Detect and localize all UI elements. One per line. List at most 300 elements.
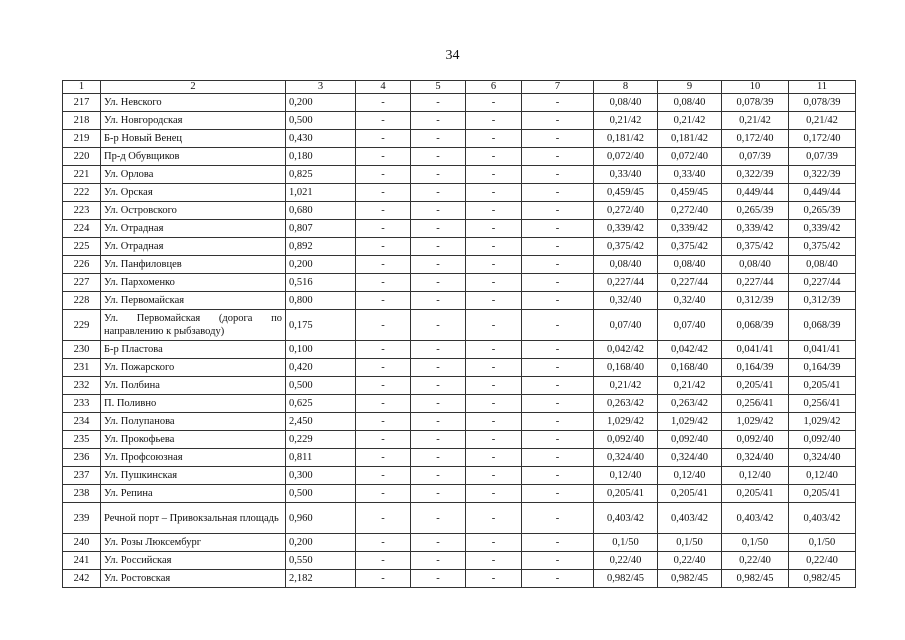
column-10-cell: 0,256/41 [722,395,789,413]
column-6-cell: - [466,377,522,395]
column-4-cell: - [356,94,411,112]
column-7-cell: - [522,485,594,503]
column-4-cell: - [356,274,411,292]
column-10-cell: 0,312/39 [722,292,789,310]
column-4-cell: - [356,467,411,485]
row-number-cell: 227 [63,274,101,292]
column-6-cell: - [466,166,522,184]
column-10-cell: 0,07/39 [722,148,789,166]
column-9-cell: 0,22/40 [658,552,722,570]
table-row [63,220,856,238]
column-6-cell: - [466,220,522,238]
row-number-cell: 228 [63,292,101,310]
column-8-cell: 0,08/40 [594,94,658,112]
column-10-cell: 1,029/42 [722,413,789,431]
row-number-cell: 230 [63,341,101,359]
column-7-cell: - [522,202,594,220]
header-cell: 5 [411,81,466,94]
street-name-cell: Б-р Пластова [101,341,286,359]
street-name-cell: Речной порт – Привокзальная площадь [101,503,286,534]
column-4-cell: - [356,449,411,467]
column-10-cell: 0,12/40 [722,467,789,485]
length-cell: 0,180 [286,148,356,166]
street-name-cell: Ул. Первомайская [101,292,286,310]
column-8-cell: 0,33/40 [594,166,658,184]
column-9-cell: 0,33/40 [658,166,722,184]
column-4-cell: - [356,130,411,148]
column-9-cell: 0,324/40 [658,449,722,467]
column-5-cell: - [411,166,466,184]
street-name-cell: Ул. Полбина [101,377,286,395]
length-cell: 0,892 [286,238,356,256]
length-cell: 0,550 [286,552,356,570]
column-6-cell: - [466,274,522,292]
column-9-cell: 0,272/40 [658,202,722,220]
column-7-cell: - [522,184,594,202]
street-name-cell: Ул. Орская [101,184,286,202]
street-name-cell: Ул. Профсоюзная [101,449,286,467]
column-5-cell: - [411,359,466,377]
column-6-cell: - [466,184,522,202]
table-row [63,449,856,467]
street-name-cell: Ул. Российская [101,552,286,570]
street-name-cell: Ул. Пархоменко [101,274,286,292]
column-7-cell: - [522,148,594,166]
column-10-cell: 0,08/40 [722,256,789,274]
column-6-cell: - [466,431,522,449]
column-7-cell: - [522,570,594,588]
column-6-cell: - [466,94,522,112]
column-6-cell: - [466,130,522,148]
table-row [63,292,856,310]
column-11-cell: 0,041/41 [789,341,856,359]
table-row [63,184,856,202]
column-7-cell: - [522,130,594,148]
column-7-cell: - [522,256,594,274]
row-number-cell: 217 [63,94,101,112]
column-8-cell: 0,092/40 [594,431,658,449]
row-number-cell: 238 [63,485,101,503]
column-5-cell: - [411,184,466,202]
street-name-cell: Ул. Отрадная [101,220,286,238]
column-10-cell: 0,322/39 [722,166,789,184]
column-11-cell: 0,449/44 [789,184,856,202]
column-5-cell: - [411,467,466,485]
row-number-cell: 234 [63,413,101,431]
column-9-cell: 0,205/41 [658,485,722,503]
column-4-cell: - [356,220,411,238]
street-name-cell: Ул. Отрадная [101,238,286,256]
column-8-cell: 0,168/40 [594,359,658,377]
column-4-cell: - [356,503,411,534]
column-6-cell: - [466,256,522,274]
row-number-cell: 223 [63,202,101,220]
length-cell: 0,200 [286,256,356,274]
column-10-cell: 0,324/40 [722,449,789,467]
row-number-cell: 232 [63,377,101,395]
column-4-cell: - [356,202,411,220]
column-7-cell: - [522,449,594,467]
column-5-cell: - [411,238,466,256]
length-cell: 0,100 [286,341,356,359]
column-10-cell: 0,1/50 [722,534,789,552]
column-6-cell: - [466,292,522,310]
column-11-cell: 0,21/42 [789,112,856,130]
column-5-cell: - [411,94,466,112]
column-6-cell: - [466,395,522,413]
table-row [63,534,856,552]
column-7-cell: - [522,359,594,377]
header-cell: 6 [466,81,522,94]
length-cell: 0,500 [286,377,356,395]
column-9-cell: 0,1/50 [658,534,722,552]
column-4-cell: - [356,485,411,503]
column-11-cell: 0,08/40 [789,256,856,274]
column-8-cell: 0,459/45 [594,184,658,202]
header-cell: 8 [594,81,658,94]
column-9-cell: 0,21/42 [658,112,722,130]
column-7-cell: - [522,552,594,570]
column-4-cell: - [356,552,411,570]
column-6-cell: - [466,449,522,467]
column-9-cell: 0,181/42 [658,130,722,148]
column-5-cell: - [411,377,466,395]
column-4-cell: - [356,395,411,413]
column-8-cell: 0,21/42 [594,112,658,130]
column-4-cell: - [356,570,411,588]
column-11-cell: 0,205/41 [789,377,856,395]
street-name-cell: Ул. Новгородская [101,112,286,130]
column-11-cell: 0,339/42 [789,220,856,238]
column-8-cell: 0,1/50 [594,534,658,552]
header-cell: 11 [789,81,856,94]
table-row [63,377,856,395]
table-row [63,94,856,112]
column-11-cell: 0,205/41 [789,485,856,503]
street-name-cell: Ул. Ростовская [101,570,286,588]
column-6-cell: - [466,570,522,588]
column-5-cell: - [411,130,466,148]
column-5-cell: - [411,570,466,588]
row-number-cell: 219 [63,130,101,148]
table-row [63,274,856,292]
header-cell: 10 [722,81,789,94]
column-11-cell: 0,322/39 [789,166,856,184]
column-4-cell: - [356,292,411,310]
column-11-cell: 0,07/39 [789,148,856,166]
column-8-cell: 0,324/40 [594,449,658,467]
column-6-cell: - [466,341,522,359]
column-5-cell: - [411,449,466,467]
column-4-cell: - [356,166,411,184]
column-11-cell: 0,265/39 [789,202,856,220]
column-5-cell: - [411,112,466,130]
column-9-cell: 0,375/42 [658,238,722,256]
column-8-cell: 0,12/40 [594,467,658,485]
column-8-cell: 0,042/42 [594,341,658,359]
column-11-cell: 0,982/45 [789,570,856,588]
length-cell: 1,021 [286,184,356,202]
length-cell: 0,229 [286,431,356,449]
column-11-cell: 0,1/50 [789,534,856,552]
column-8-cell: 0,263/42 [594,395,658,413]
length-cell: 0,500 [286,112,356,130]
column-11-cell: 0,22/40 [789,552,856,570]
column-4-cell: - [356,238,411,256]
column-8-cell: 1,029/42 [594,413,658,431]
length-cell: 0,420 [286,359,356,377]
column-9-cell: 0,168/40 [658,359,722,377]
row-number-cell: 237 [63,467,101,485]
table-row [63,359,856,377]
column-11-cell: 0,256/41 [789,395,856,413]
column-4-cell: - [356,413,411,431]
column-10-cell: 0,164/39 [722,359,789,377]
column-9-cell: 0,07/40 [658,310,722,341]
column-10-cell: 0,041/41 [722,341,789,359]
length-cell: 0,811 [286,449,356,467]
column-9-cell: 0,32/40 [658,292,722,310]
column-10-cell: 0,078/39 [722,94,789,112]
column-9-cell: 0,263/42 [658,395,722,413]
row-number-cell: 235 [63,431,101,449]
column-8-cell: 0,375/42 [594,238,658,256]
column-8-cell: 0,21/42 [594,377,658,395]
row-number-cell: 226 [63,256,101,274]
table-header-row [63,81,856,94]
table-row [63,148,856,166]
table-row [63,341,856,359]
column-10-cell: 0,449/44 [722,184,789,202]
column-10-cell: 0,403/42 [722,503,789,534]
column-9-cell: 0,042/42 [658,341,722,359]
column-8-cell: 0,227/44 [594,274,658,292]
column-10-cell: 0,22/40 [722,552,789,570]
column-8-cell: 0,339/42 [594,220,658,238]
roads-table [62,80,856,588]
table-row [63,552,856,570]
street-name-cell: Ул. Прокофьева [101,431,286,449]
column-7-cell: - [522,94,594,112]
column-6-cell: - [466,112,522,130]
column-8-cell: 0,32/40 [594,292,658,310]
length-cell: 0,800 [286,292,356,310]
row-number-cell: 221 [63,166,101,184]
row-number-cell: 225 [63,238,101,256]
column-5-cell: - [411,552,466,570]
column-5-cell: - [411,413,466,431]
row-number-cell: 224 [63,220,101,238]
header-cell: 1 [63,81,101,94]
column-4-cell: - [356,377,411,395]
table-row [63,130,856,148]
column-5-cell: - [411,202,466,220]
length-cell: 0,516 [286,274,356,292]
column-4-cell: - [356,359,411,377]
table-row [63,413,856,431]
street-name-cell: П. Поливно [101,395,286,413]
column-4-cell: - [356,148,411,166]
column-8-cell: 0,22/40 [594,552,658,570]
column-7-cell: - [522,377,594,395]
column-8-cell: 0,072/40 [594,148,658,166]
street-name-cell: Ул. Островского [101,202,286,220]
column-10-cell: 0,339/42 [722,220,789,238]
street-name-cell: Ул. Репина [101,485,286,503]
column-6-cell: - [466,202,522,220]
column-4-cell: - [356,431,411,449]
table-row [63,431,856,449]
column-7-cell: - [522,395,594,413]
row-number-cell: 241 [63,552,101,570]
row-number-cell: 233 [63,395,101,413]
column-7-cell: - [522,503,594,534]
length-cell: 0,625 [286,395,356,413]
column-5-cell: - [411,274,466,292]
column-7-cell: - [522,310,594,341]
table-row [63,395,856,413]
column-4-cell: - [356,256,411,274]
header-cell: 3 [286,81,356,94]
column-5-cell: - [411,292,466,310]
column-5-cell: - [411,395,466,413]
table-row [63,503,856,534]
column-8-cell: 0,403/42 [594,503,658,534]
column-11-cell: 0,078/39 [789,94,856,112]
column-4-cell: - [356,534,411,552]
row-number-cell: 220 [63,148,101,166]
column-9-cell: 0,08/40 [658,94,722,112]
column-11-cell: 0,12/40 [789,467,856,485]
street-name-cell: Ул. Орлова [101,166,286,184]
row-number-cell: 240 [63,534,101,552]
table-row [63,202,856,220]
column-10-cell: 0,092/40 [722,431,789,449]
street-name-cell: Ул. Розы Люксембург [101,534,286,552]
street-name-cell: Ул. Пушкинская [101,467,286,485]
row-number-cell: 231 [63,359,101,377]
column-10-cell: 0,068/39 [722,310,789,341]
row-number-cell: 242 [63,570,101,588]
column-7-cell: - [522,238,594,256]
column-6-cell: - [466,413,522,431]
column-10-cell: 0,21/42 [722,112,789,130]
table-row [63,256,856,274]
column-6-cell: - [466,238,522,256]
header-cell: 4 [356,81,411,94]
column-9-cell: 0,08/40 [658,256,722,274]
column-10-cell: 0,172/40 [722,130,789,148]
column-7-cell: - [522,413,594,431]
column-4-cell: - [356,341,411,359]
column-5-cell: - [411,220,466,238]
page-number: 34 [445,48,460,63]
row-number-cell: 218 [63,112,101,130]
column-9-cell: 1,029/42 [658,413,722,431]
column-11-cell: 0,403/42 [789,503,856,534]
column-9-cell: 0,459/45 [658,184,722,202]
length-cell: 0,200 [286,94,356,112]
column-5-cell: - [411,503,466,534]
row-number-cell: 222 [63,184,101,202]
column-9-cell: 0,227/44 [658,274,722,292]
length-cell: 2,182 [286,570,356,588]
length-cell: 0,680 [286,202,356,220]
column-8-cell: 0,07/40 [594,310,658,341]
length-cell: 0,430 [286,130,356,148]
column-5-cell: - [411,310,466,341]
column-9-cell: 0,21/42 [658,377,722,395]
column-8-cell: 0,205/41 [594,485,658,503]
column-7-cell: - [522,166,594,184]
length-cell: 0,300 [286,467,356,485]
column-11-cell: 0,068/39 [789,310,856,341]
column-7-cell: - [522,220,594,238]
header-cell: 2 [101,81,286,94]
column-11-cell: 0,324/40 [789,449,856,467]
column-7-cell: - [522,274,594,292]
street-name-cell: Б-р Новый Венец [101,130,286,148]
column-11-cell: 0,312/39 [789,292,856,310]
length-cell: 0,825 [286,166,356,184]
column-10-cell: 0,227/44 [722,274,789,292]
table-row [63,166,856,184]
column-10-cell: 0,205/41 [722,485,789,503]
column-8-cell: 0,181/42 [594,130,658,148]
length-cell: 2,450 [286,413,356,431]
row-number-cell: 229 [63,310,101,341]
length-cell: 0,200 [286,534,356,552]
column-7-cell: - [522,431,594,449]
column-8-cell: 0,272/40 [594,202,658,220]
header-cell: 9 [658,81,722,94]
column-5-cell: - [411,485,466,503]
column-5-cell: - [411,148,466,166]
length-cell: 0,807 [286,220,356,238]
street-name-cell: Ул. Полупанова [101,413,286,431]
column-7-cell: - [522,292,594,310]
column-6-cell: - [466,534,522,552]
street-name-cell: Ул. Невского [101,94,286,112]
row-number-cell: 239 [63,503,101,534]
column-6-cell: - [466,503,522,534]
table-row [63,467,856,485]
column-4-cell: - [356,184,411,202]
column-9-cell: 0,072/40 [658,148,722,166]
length-cell: 0,500 [286,485,356,503]
column-5-cell: - [411,256,466,274]
column-5-cell: - [411,341,466,359]
column-10-cell: 0,375/42 [722,238,789,256]
column-6-cell: - [466,359,522,377]
street-name-cell: Ул. Первомайская (дорога по направлению к рыбзаводу) [101,310,286,341]
header-cell: 7 [522,81,594,94]
column-9-cell: 0,982/45 [658,570,722,588]
length-cell: 0,175 [286,310,356,341]
column-6-cell: - [466,485,522,503]
column-10-cell: 0,205/41 [722,377,789,395]
length-cell: 0,960 [286,503,356,534]
column-11-cell: 0,227/44 [789,274,856,292]
column-6-cell: - [466,552,522,570]
table-row [63,112,856,130]
street-name-cell: Ул. Пожарского [101,359,286,377]
column-4-cell: - [356,310,411,341]
column-5-cell: - [411,534,466,552]
column-4-cell: - [356,112,411,130]
column-11-cell: 0,164/39 [789,359,856,377]
street-name-cell: Пр-д Обувщиков [101,148,286,166]
